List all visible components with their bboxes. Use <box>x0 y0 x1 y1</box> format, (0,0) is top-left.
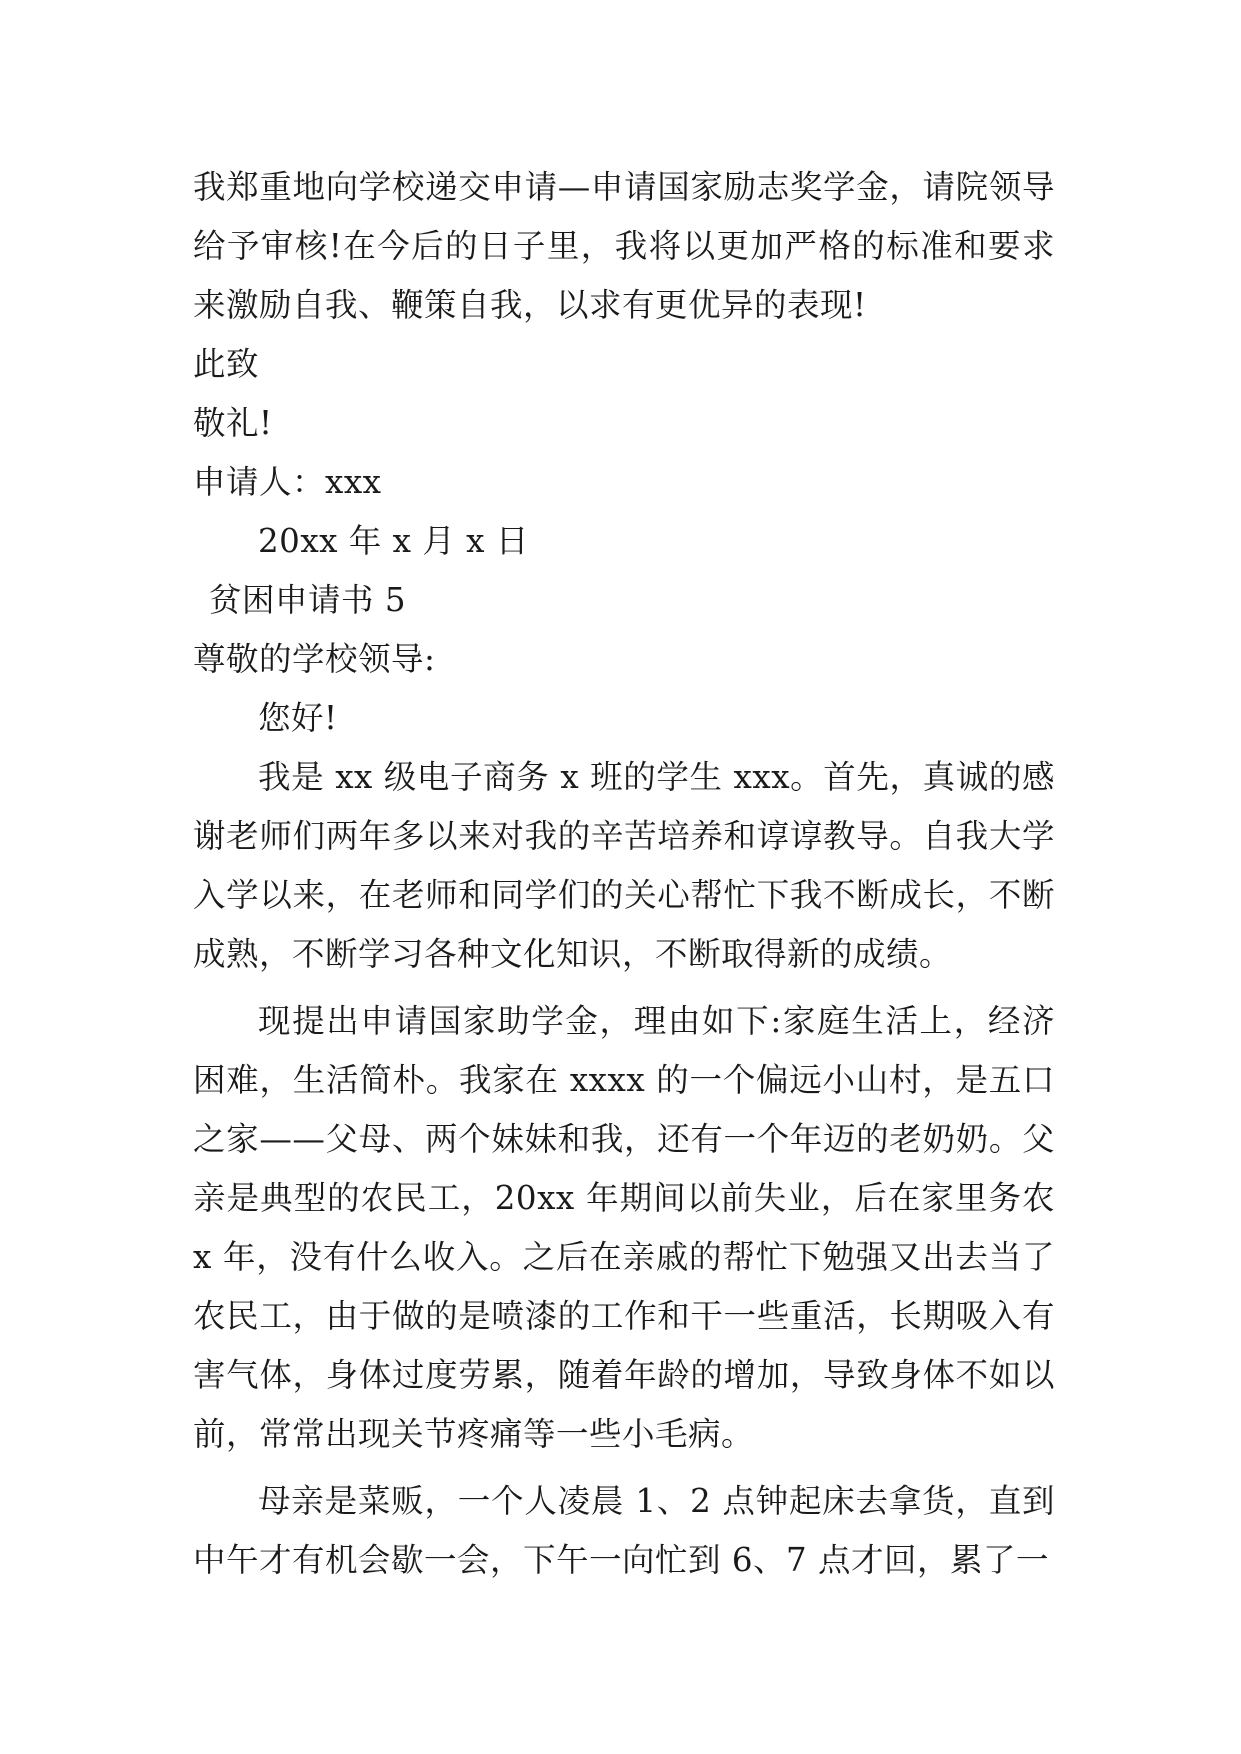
salutation-jingli: 敬礼! <box>193 404 273 442</box>
document-body <box>193 158 1055 1590</box>
letter-greeting: 您好! <box>258 699 338 737</box>
salutation-cizhi: 此致 <box>193 345 260 383</box>
section-heading: 贫困申请书 5 <box>209 581 407 619</box>
paragraph-application-closing: 我郑重地向学校递交申请—申请国家励志奖学金，请院领导给予审核!在今后的日子里，我将以更加严格的标准和要求来激励自我、鞭策自我，以求有更优异的表现! <box>193 168 1055 324</box>
signature-date: 20xx 年 x 月 x 日 <box>258 522 529 560</box>
paragraph-reasons: 现提出申请国家助学金，理由如下:家庭生活上，经济困难，生活简朴。我家在 xxxx 的一个偏远小山村，是五口之家——父母、两个妹妹和我，还有一个年迈的老奶奶。父亲是典型的农民工，20xx 年期间以前失业，后在家里务农 x 年，没有什么收入。之后在亲戚的帮忙下勉强又出去当了农民工，由于做的是喷漆的工作和干一些重活，长期吸入有害气体，身体过度劳累，随着年龄的增加，导致身体不如以前，常常出现关节疼痛等一些小毛病。 <box>193 1002 1055 1453</box>
letter-addressee: 尊敬的学校领导: <box>193 640 436 678</box>
paragraph-mother: 母亲是菜贩，一个人凌晨 1、2 点钟起床去拿货，直到中午才有机会歇一会，下午一向忙到 6、7 点才回，累了一 <box>193 1482 1055 1579</box>
paragraph-introduction: 我是 xx 级电子商务 x 班的学生 xxx。首先，真诚的感谢老师们两年多以来对我的辛苦培养和谆谆教导。自我大学入学以来，在老师和同学们的关心帮忙下我不断成长，不断成熟，不断学习各种文化知识，不断取得新的成绩。 <box>193 758 1055 973</box>
applicant-signature: 申请人：xxx <box>193 463 382 501</box>
